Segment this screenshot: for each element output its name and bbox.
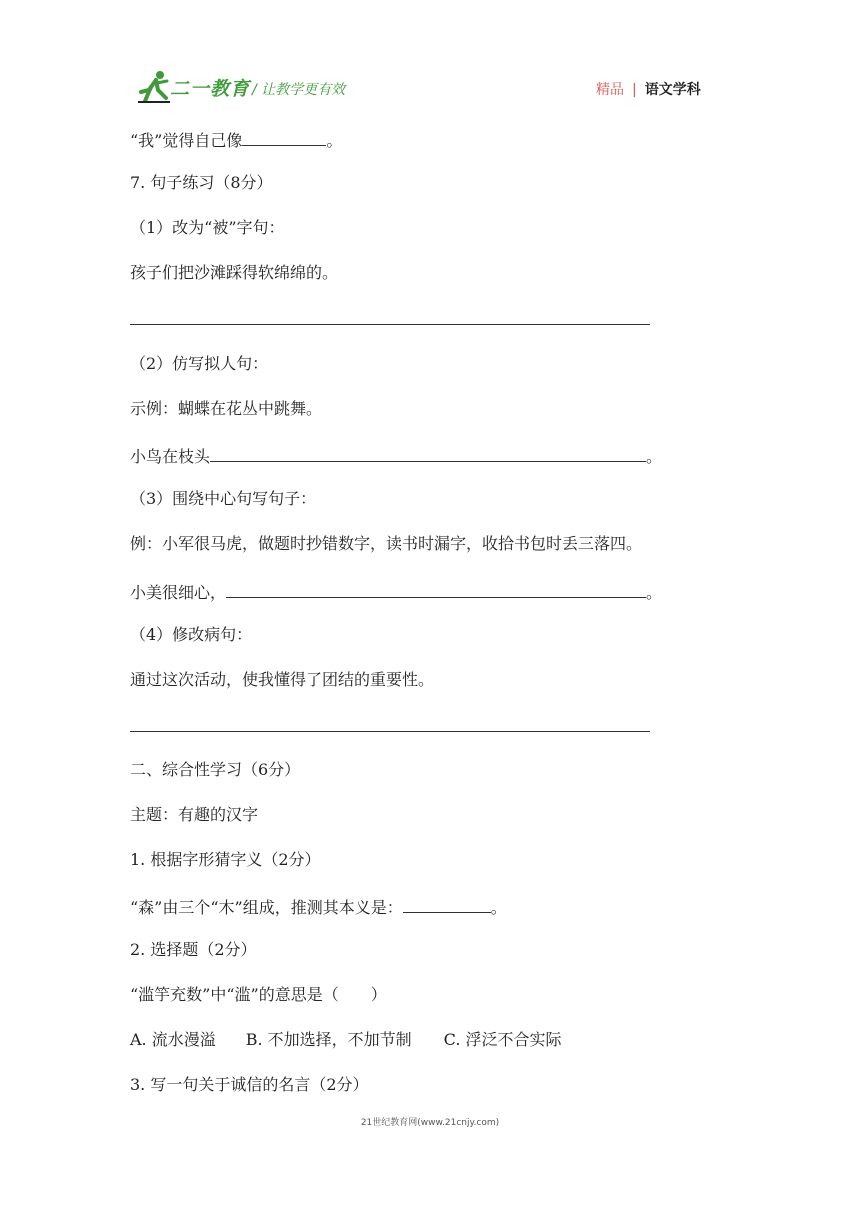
- line-end: 。: [326, 131, 343, 150]
- s1-fill-line: [130, 895, 507, 918]
- logo-text: 二一教育: [170, 78, 251, 100]
- q7-2-end: 。: [646, 447, 663, 466]
- q7-3-example: 例：小军很马虎，做题时抄错数字，读书时漏字，收拾书包时丢三落四。: [130, 534, 643, 553]
- q7-1-answer-line[interactable]: [130, 324, 650, 325]
- section-2-theme: 主题：有趣的汉字: [130, 805, 259, 824]
- q7-4-label: （4）修改病句：: [130, 625, 253, 644]
- q7-2-fill-line: [130, 444, 662, 467]
- q7-title: 7. 句子练习（8分）: [130, 173, 273, 192]
- option-c[interactable]: C. 浮泛不合实际: [443, 1030, 562, 1049]
- s2-options: [130, 1030, 562, 1050]
- q7-2-example: 示例：蝴蝶在花丛中跳舞。: [130, 399, 323, 418]
- page-header: [0, 0, 860, 110]
- q7-1-sentence: 孩子们把沙滩踩得软绵绵的。: [130, 263, 339, 282]
- s3-title: 3. 写一句关于诚信的名言（2分）: [130, 1075, 369, 1094]
- q7-3-end: 。: [646, 583, 663, 602]
- subject-label: 语文学科: [644, 82, 701, 98]
- s1-text: “森”由三个“木”组成，推测其本义是：: [130, 898, 403, 917]
- q7-3-fill-line: [130, 580, 662, 603]
- q7-1-label: （1）改为“被”字句：: [130, 218, 285, 237]
- q7-3-label: （3）围绕中心句写句子：: [130, 489, 317, 508]
- fill-blank-line-self-image: [130, 128, 342, 151]
- answer-blank[interactable]: [242, 128, 326, 146]
- line-text: “我”觉得自己像: [130, 131, 243, 150]
- page-footer: 21世纪教育网(www.21cnjy.com): [360, 1118, 500, 1128]
- option-b[interactable]: B. 不加选择，不加节制: [245, 1030, 412, 1049]
- q7-2-label: （2）仿写拟人句：: [130, 354, 269, 373]
- s2-title: 2. 选择题（2分）: [130, 940, 257, 959]
- running-man-logo-icon: [136, 70, 172, 104]
- header-subject-tag: [596, 79, 701, 99]
- q7-4-sentence: 通过这次活动，使我懂得了团结的重要性。: [130, 670, 435, 689]
- s1-title: 1. 根据字形猜字义（2分）: [130, 850, 321, 869]
- quality-label: 精品: [596, 82, 624, 98]
- q7-3-prompt: 小美很细心，: [130, 583, 227, 602]
- q7-2-prompt: 小鸟在枝头: [130, 447, 211, 466]
- s1-end: 。: [490, 898, 507, 917]
- option-a[interactable]: A. 流水漫溢: [130, 1030, 216, 1049]
- s2-question: “滥竽充数”中“滥”的意思是（ ）: [130, 985, 387, 1004]
- q7-3-answer-blank[interactable]: [226, 580, 646, 598]
- header-separator: |: [632, 82, 637, 98]
- q7-4-answer-line[interactable]: [130, 731, 650, 732]
- section-2-title: 二、综合性学习（6分）: [130, 760, 301, 779]
- s1-answer-blank[interactable]: [403, 895, 491, 913]
- logo-slogan: / 让教学更有效: [252, 82, 346, 98]
- q7-2-answer-blank[interactable]: [210, 444, 646, 462]
